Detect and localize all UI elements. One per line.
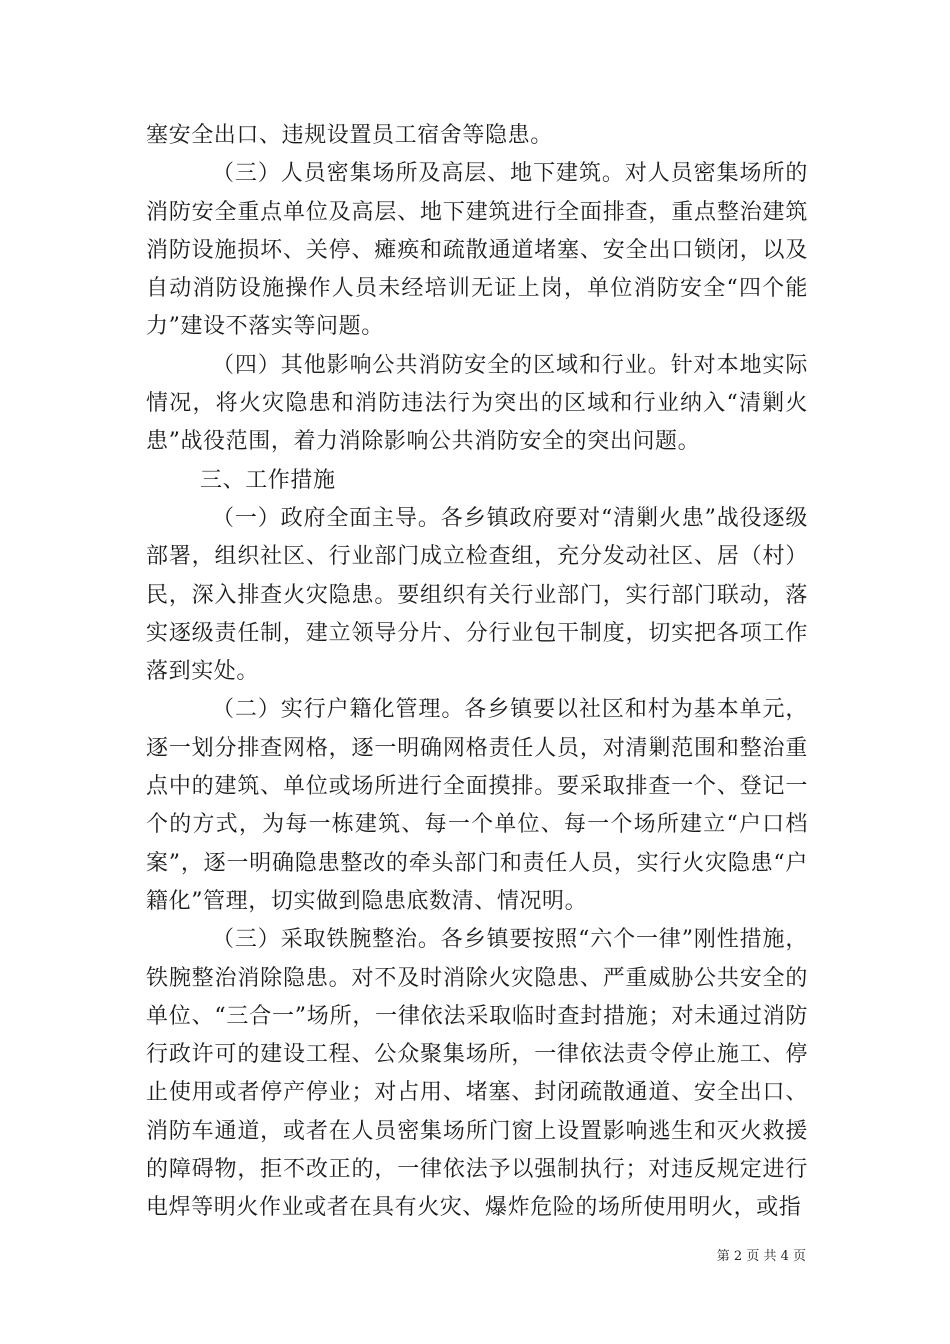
paragraph-continuation: 塞安全出口、违规设置员工宿舍等隐患。 <box>146 123 553 148</box>
paragraph-crowded-places: （三）人员密集场所及高层、地下建筑。对人员密集场所的消防安全重点单位及高层、地下建筑进行全面排查，重点整治建筑消防设施损坏、关停、瘫痪和疏散通道堵塞、安全出口锁闭，以及自动消防设施操作人员未经培训无证上岗，单位消防安全“四个能力”建设不落实等问题。 <box>146 161 808 340</box>
document-body <box>146 117 808 1228</box>
paragraph-government-lead: （一）政府全面主导。各乡镇政府要对“清剿火患”战役逐级部署，组织社区、行业部门成立检查组，充分发动社区、居（村）民，深入排查火灾隐患。要组织有关行业部门，实行部门联动，落实逐级责任制，建立领导分片、分行业包干制度，切实把各项工作落到实处。 <box>146 505 808 685</box>
paragraph-household-management: （二）实行户籍化管理。各乡镇要以社区和村为基本单元，逐一划分排查网格，逐一明确网格责任人员，对清剿范围和整治重点中的建筑、单位或场所进行全面摸排。要采取排查一个、登记一个的方式，为每一栋建筑、每一个单位、每一个场所建立“户口档案”，逐一明确隐患整改的牵头部门和责任人员，实行火灾隐患“户籍化”管理，切实做到隐患底数清、情况明。 <box>146 697 808 914</box>
section-heading-measures: 三、工作措施 <box>200 467 336 493</box>
paragraph-iron-fist-rectification: （三）采取铁腕整治。各乡镇要按照“六个一律”刚性措施，铁腕整治消除隐患。对不及时消除火灾隐患、严重威胁公共安全的单位、“三合一”场所，一律依法采取临时查封措施；对未通过消防行政许可的建设工程、公众聚集场所，一律依法责令停止施工、停止使用或者停产停业；对占用、堵塞、封闭疏散通道、安全出口、消防车通道，或者在人员密集场所门窗上设置影响逃生和灭火救援的障碍物，拒不改正的，一律依法予以强制执行；对违反规定进行电焊等明火作业或者在具有火灾、爆炸危险的场所使用明火，或指 <box>146 927 808 1221</box>
paragraph-other-areas: （四）其他影响公共消防安全的区域和行业。针对本地实际情况，将火灾隐患和消防违法行为突出的区域和行业纳入“清剿火患”战役范围，着力消除影响公共消防安全的突出问题。 <box>146 352 808 455</box>
page-number-footer: 第 2 页 共 4 页 <box>716 1249 806 1264</box>
